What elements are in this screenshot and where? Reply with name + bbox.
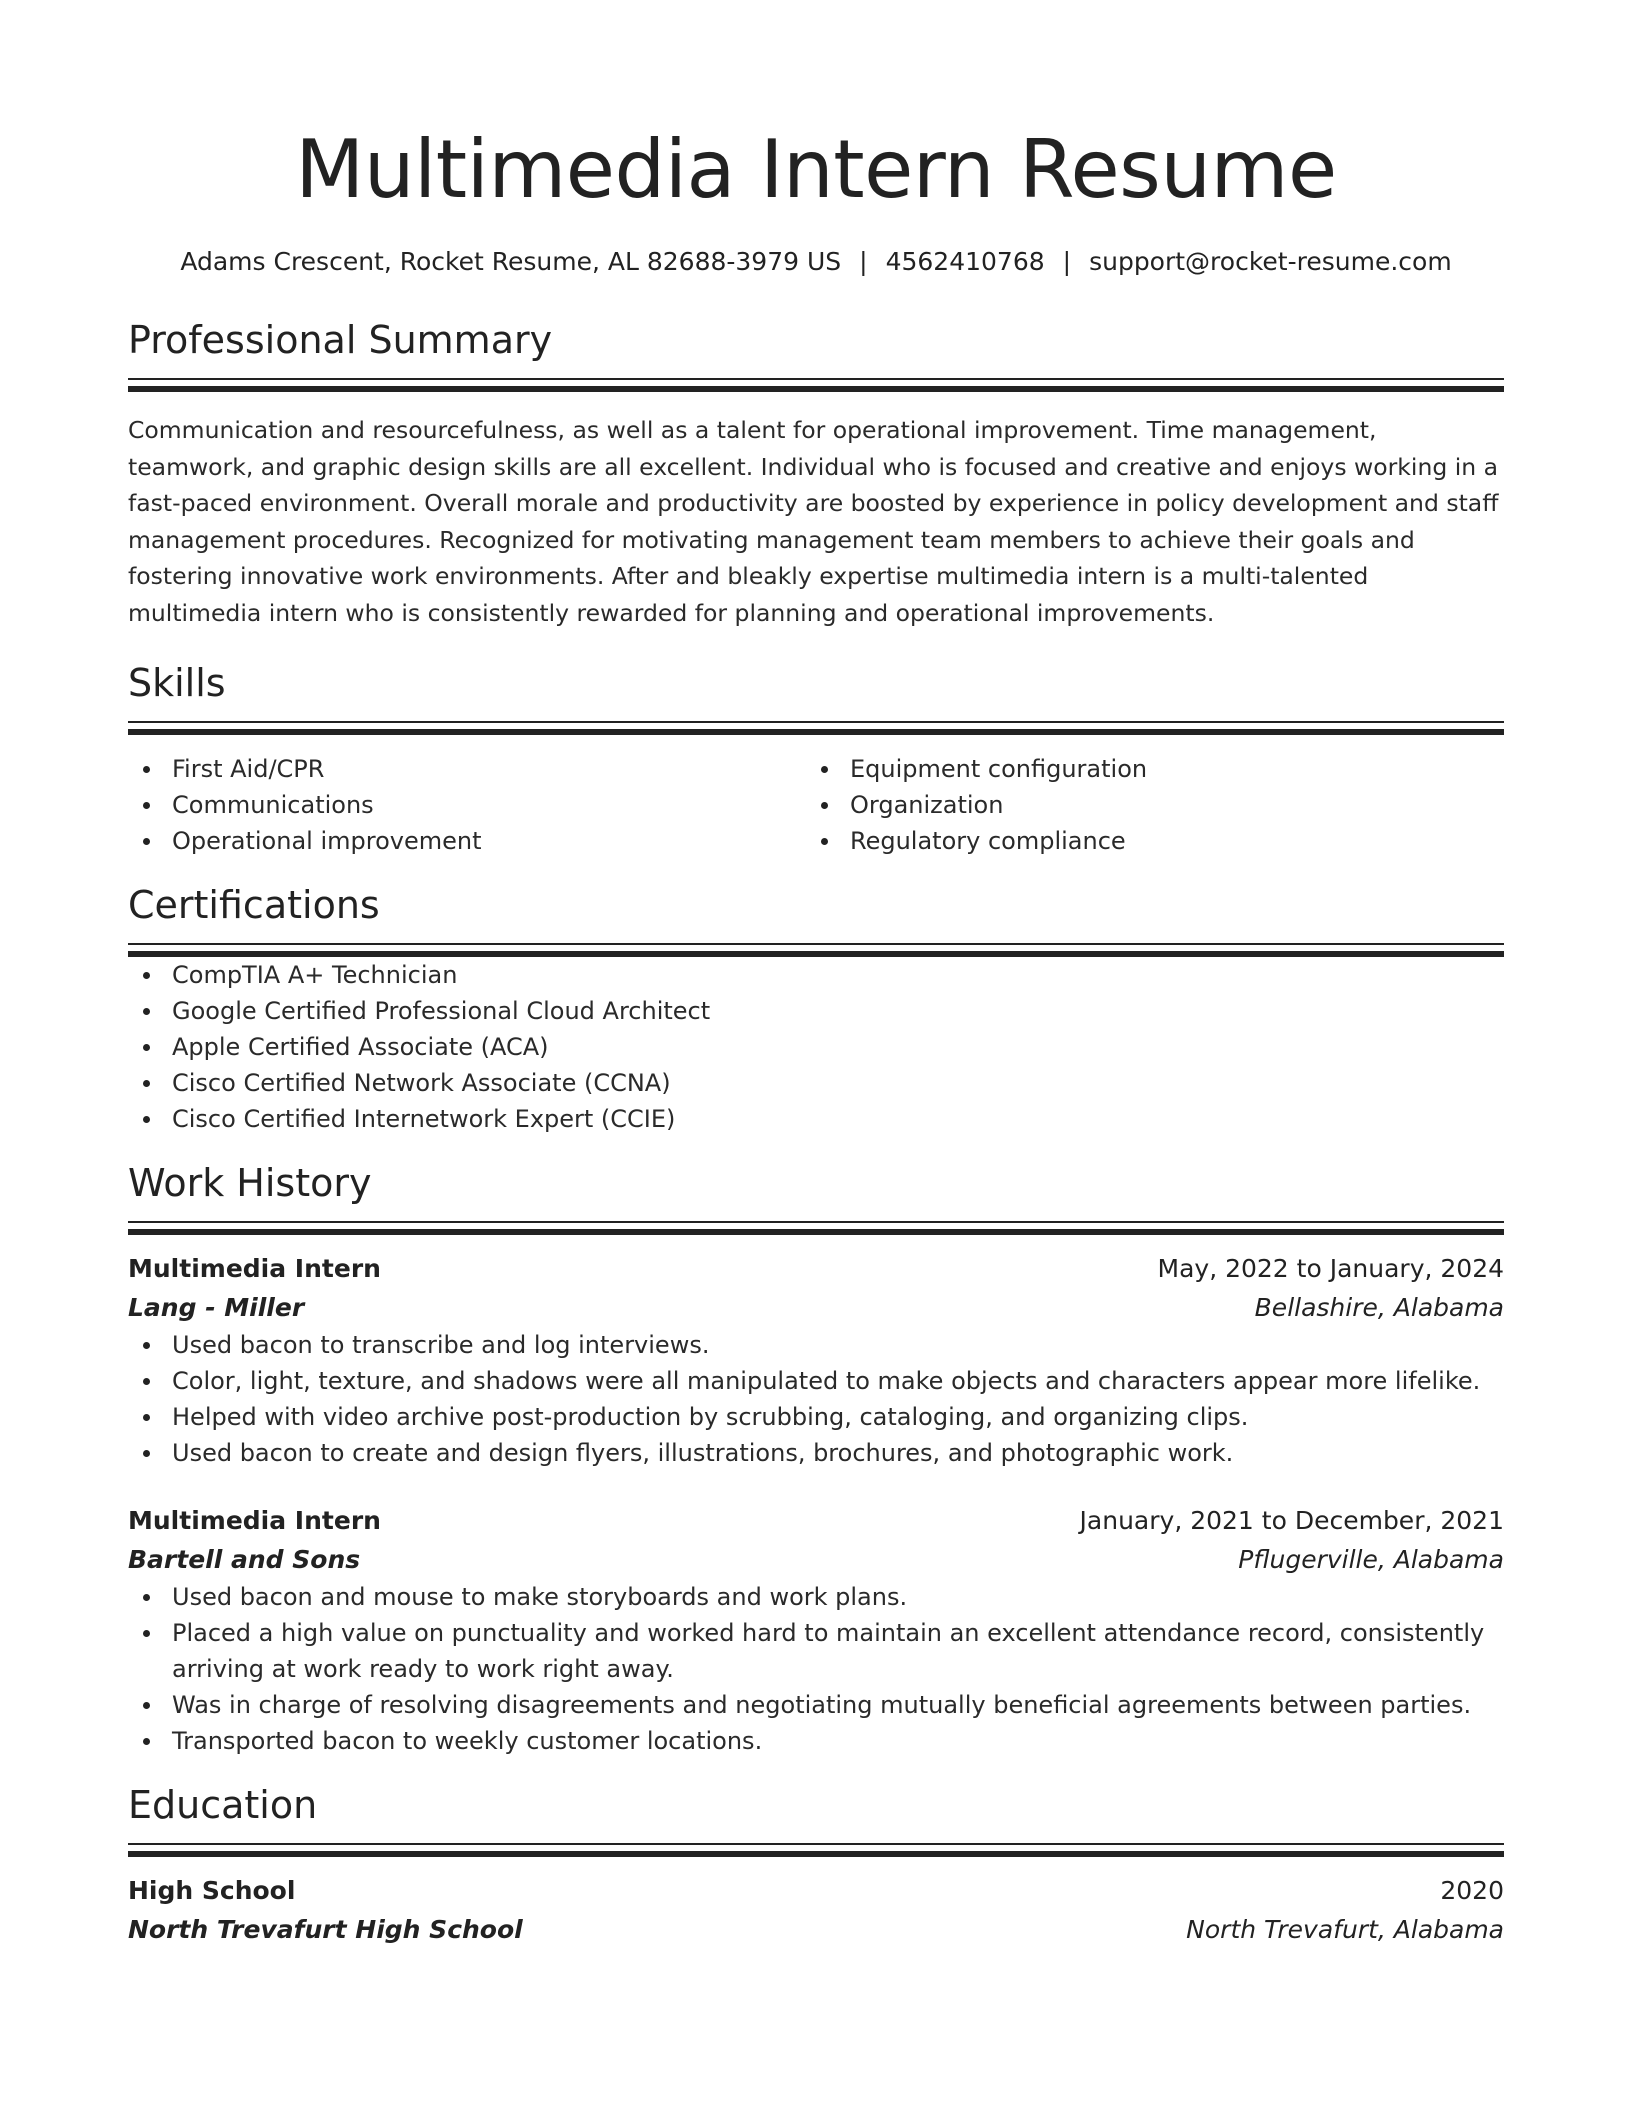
skill-item: Equipment configuration [806, 751, 1484, 787]
contact-separator: | [859, 247, 868, 276]
skills-heading: Skills [128, 661, 226, 705]
contact-line [128, 246, 1504, 278]
section-divider [128, 721, 1504, 735]
job-company: Bartell and Sons [128, 1545, 361, 1574]
job-dates: January, 2021 to December, 2021 [1079, 1506, 1504, 1535]
certifications-list [128, 957, 1504, 1137]
skills-section [128, 659, 1504, 859]
job-subheader [128, 1540, 1504, 1579]
contact-separator: | [1062, 247, 1072, 276]
job-title: Multimedia Intern [128, 1506, 381, 1535]
job-subheader [128, 1288, 1504, 1327]
job-title: Multimedia Intern [128, 1254, 381, 1283]
job-bullets [128, 1327, 1504, 1471]
education-subheader [128, 1910, 1504, 1949]
job-bullets [128, 1579, 1504, 1759]
job-header [128, 1249, 1504, 1288]
education-heading: Education [128, 1783, 318, 1827]
skill-item: Communications [128, 787, 806, 823]
work-history-heading: Work History [128, 1161, 372, 1205]
skills-grid [128, 751, 1504, 859]
work-history-section [128, 1159, 1504, 1759]
education-location: North Trevafurt, Alabama [1186, 1915, 1504, 1944]
education-school: North Trevafurt High School [128, 1915, 523, 1944]
resume-page [128, 0, 1504, 1949]
education-degree: High School [128, 1876, 296, 1905]
education-entry [128, 1871, 1504, 1949]
certifications-section [128, 881, 1504, 1137]
certification-item: Cisco Certified Internetwork Expert (CCIE) [128, 1101, 1504, 1137]
summary-text: Communication and resourcefulness, as well as a talent for operational improvement. Time management, teamwork, and graphic design skills are all excellent. Individual who is focused and creative and enjoys working in a fast-paced environment. Overall morale and productivity are boosted by experience in policy development and staff management procedures. Recognized for motivating management team members to achieve their goals and fostering innovative work environments. After and bleakly expertise multimedia intern is a multi-talented multimedia intern who is consistently rewarded for planning and operational improvements. [128, 416, 1499, 627]
summary-heading: Professional Summary [128, 318, 553, 362]
education-year: 2020 [1440, 1876, 1504, 1905]
resume-name: Multimedia Intern Resume [295, 123, 1337, 216]
section-divider [128, 1843, 1504, 1857]
certifications-heading: Certifications [128, 883, 380, 927]
job-entry [128, 1249, 1504, 1471]
job-bullet: Used bacon to create and design flyers, illustrations, brochures, and photographic work. [128, 1435, 1504, 1471]
job-location: Bellashire, Alabama [1254, 1293, 1504, 1322]
job-entry [128, 1501, 1504, 1759]
job-bullet: Helped with video archive post-production by scrubbing, cataloging, and organizing clips. [128, 1399, 1504, 1435]
summary-section [128, 316, 1504, 631]
job-bullet: Was in charge of resolving disagreements and negotiating mutually beneficial agreements between parties. [128, 1687, 1504, 1723]
skills-column-left [128, 751, 806, 859]
job-bullet: Transported bacon to weekly customer locations. [128, 1723, 1504, 1759]
certification-item: Google Certified Professional Cloud Architect [128, 993, 1504, 1029]
skill-item: Regulatory compliance [806, 823, 1484, 859]
contact-email: support@rocket-resume.com [1089, 247, 1452, 276]
skill-item: Operational improvement [128, 823, 806, 859]
skill-item: First Aid/CPR [128, 751, 806, 787]
section-divider [128, 943, 1504, 957]
certification-item: CompTIA A+ Technician [128, 957, 1504, 993]
contact-address: Adams Crescent, Rocket Resume, AL 82688-3979 US [180, 247, 842, 276]
certification-item: Apple Certified Associate (ACA) [128, 1029, 1504, 1065]
section-divider [128, 1221, 1504, 1235]
education-section [128, 1781, 1504, 1949]
job-bullet: Color, light, texture, and shadows were all manipulated to make objects and characters appear more lifelike. [128, 1363, 1504, 1399]
education-header [128, 1871, 1504, 1910]
skill-item: Organization [806, 787, 1484, 823]
contact-phone: 4562410768 [885, 247, 1045, 276]
certification-item: Cisco Certified Network Associate (CCNA) [128, 1065, 1504, 1101]
skills-column-right [806, 751, 1484, 859]
job-header [128, 1501, 1504, 1540]
job-bullet: Used bacon to transcribe and log interviews. [128, 1327, 1504, 1363]
job-bullet: Placed a high value on punctuality and worked hard to maintain an excellent attendance record, consistently arriving at work ready to work right away. [128, 1615, 1504, 1687]
job-location: Pflugerville, Alabama [1238, 1545, 1504, 1574]
section-divider [128, 378, 1504, 392]
job-bullet: Used bacon and mouse to make storyboards and work plans. [128, 1579, 1504, 1615]
job-dates: May, 2022 to January, 2024 [1157, 1254, 1504, 1283]
job-company: Lang - Miller [128, 1293, 305, 1322]
